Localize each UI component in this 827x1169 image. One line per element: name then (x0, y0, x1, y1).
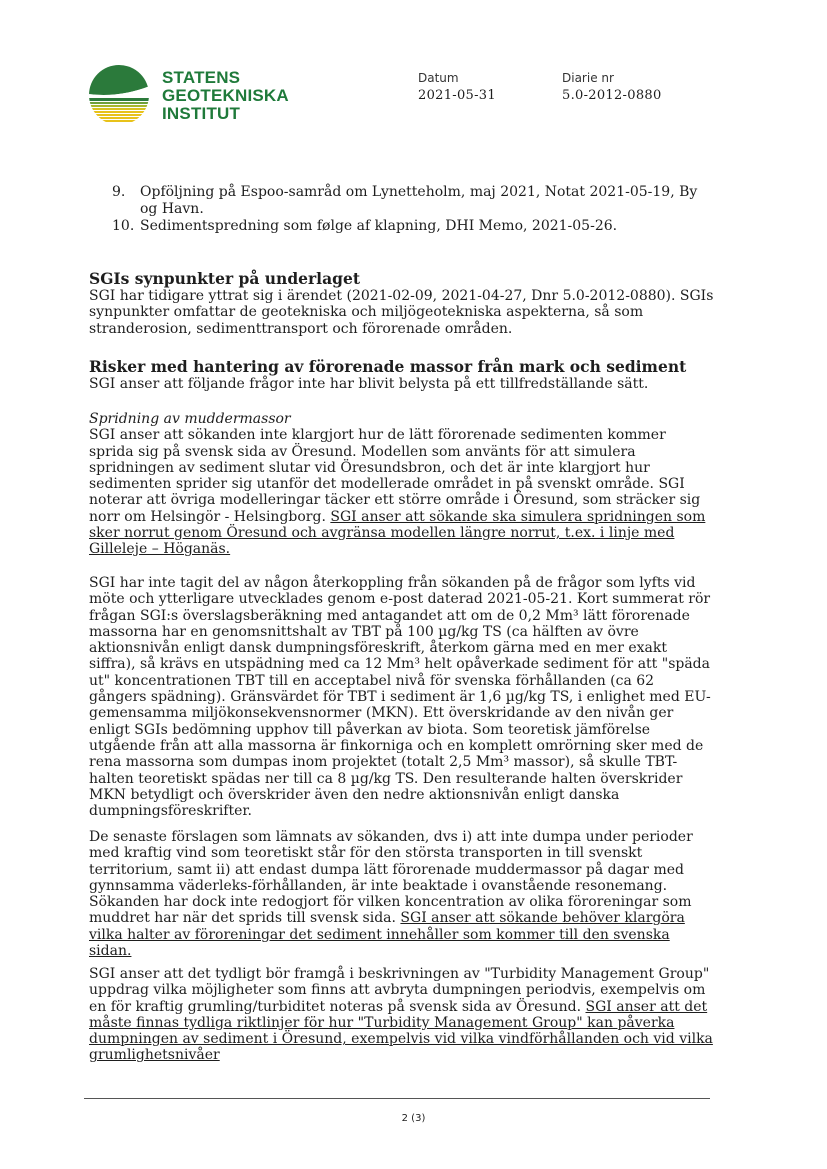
reference-list (112, 184, 712, 235)
page-number: 2 (3) (401, 1113, 426, 1124)
date-value: 2021-05-31 (418, 88, 496, 103)
paragraph (89, 427, 714, 557)
sgi-logo-icon (88, 64, 150, 126)
underlined-requirement: SGI anser att det måste finnas tydliga riktlinjer för hur "Turbidity Management Group" kan påverka dumpningen av sediment i Öresund, exempelvis vid vilka vindförhållanden och vid vilka grumlighetsnivåer (89, 998, 713, 1064)
reference-number: 9. (112, 184, 126, 200)
paragraph: SGI har tidigare yttrat sig i ärendet (2021-02-09, 2021-04-27, Dnr 5.0-2012-0880). SGIs synpunkter omfattar de geotekniska och miljögeotekniska aspekterna, så som stranderosion, sedimenttransport och förorenade områden. (89, 288, 714, 337)
reference-number: 10. (112, 218, 135, 234)
diary-number-block (562, 70, 662, 104)
footer-divider (84, 1098, 710, 1099)
underlined-requirement: SGI anser att sökande ska simulera spridningen som sker norrut genom Öresund och avgränsa modellen längre norrut, t.ex. i linje med Gilleleje – Höganäs. (89, 508, 706, 558)
list-item (112, 184, 712, 218)
paragraph-proposals (89, 829, 714, 959)
org-name-line3: INSTITUT (162, 104, 241, 123)
underlined-requirement: SGI anser att sökande behöver klargöra vilka halter av föroreningar det sediment innehåller som kommer till den svenska sidan. (89, 910, 685, 960)
paragraph-text: De senaste förslagen som lämnats av sökanden, dvs i) att inte dumpa under perioder med kraftig vind som teoretiskt står för den största transporten in till svenskt territorium, samt ii) att endast dumpa lätt förorenade muddermassor på dagar med gynnsamma väderleks-förhållanden, är inte beaktade i ovanstående resonemang. Sökanden har dock inte redogjort för vilken koncentration av olika föroreningar som muddret har när det sprids till svensk sida. (89, 829, 693, 927)
section-spridning (89, 411, 714, 558)
paragraph-text: SGI har inte tagit del av någon återkoppling från sökanden på de frågor som lyfts vid möte och ytterligare utvecklades genom e-post daterad 2021-05-21. Kort summerat rör frågan SGI:s överslagsberäkning med antagandet att om de 0,2 Mm³ lätt förorenade massorna har en genomsnittshalt av TBT på 100 µg/kg TS (ca hälften av övre aktionsnivån enligt dansk dumpningsföreskrift, återkom gärna med en mer exakt siffra), så krävs en utspädning med ca 12 Mm³ helt opåverkade sediment för att "späda ut" koncentrationen TBT till en acceptabel nivå för svenska förhållanden (ca 62 gångers spädning). Gränsvärdet för TBT i sediment är 1,6 µg/kg TS, i enlighet med EU-gemensamma miljökonsekvensnormer (MKN). Ett överskridande av den nivån ger enligt SGIs bedömning upphov till påverkan av biota. Som teoretisk jämförelse utgående från att alla massorna är finkorniga och en komplett omrörning sker med de rena massorna som dumpas inom projektet (totalt 2,5 Mm³ massor), så skulle TBT-halten teoretiskt spädas ner till ca 8 µg/kg TS. Den resulterande halten överskrider MKN betydligt och överskrider även den nedre aktionsnivån enligt danska dumpningsföreskrifter. (89, 575, 711, 820)
subsection-heading: Spridning av muddermassor (89, 411, 291, 427)
date-block (418, 70, 496, 104)
diary-number-value: 5.0-2012-0880 (562, 88, 662, 103)
paragraph-text: SGI anser att det tydligt bör framgå i beskrivningen av "Turbidity Management Group" uppdrag vilka möjligheter som finns att avbryta dumpningen periodvis, exempelvis om en för kraftig grumling/turbiditet noteras på svensk sida av Öresund. (89, 966, 710, 1015)
section-heading: SGIs synpunkter på underlaget (89, 269, 360, 288)
org-name-line1: STATENS (162, 68, 241, 87)
reference-text: Sedimentspredning som følge af klapning, DHI Memo, 2021-05-26. (140, 218, 618, 234)
paragraph-text: SGI anser att sökanden inte klargjort hur de lätt förorenade sedimenten kommer sprida sig på svensk sida av Öresund. Modellen som använts för att simulera spridningen av sediment slutar vid Öresundsbron, och det är inte klargjort hur sedimenten sprider sig utanför det modellerade området in på svenskt område. SGI noterar att övriga modelleringar täcker ett större område i Öresund, som sträcker sig norr om Helsingör - Helsingborg. (89, 427, 701, 525)
org-name (162, 69, 289, 123)
org-name-line2: GEOTEKNISKA (162, 86, 289, 105)
paragraph-turbidity (89, 966, 714, 1064)
list-item (112, 218, 712, 235)
diary-number-label: Diarie nr (562, 71, 614, 85)
paragraph-tbt (89, 575, 714, 819)
section-synpunkter (89, 270, 714, 337)
paragraph: SGI anser att följande frågor inte har blivit belysta på ett tillfredställande sätt. (89, 376, 649, 392)
date-label: Datum (418, 71, 459, 85)
section-heading: Risker med hantering av förorenade massor från mark och sediment (89, 357, 687, 376)
section-risker (89, 358, 714, 392)
reference-text: Opföljning på Espoo-samråd om Lynetteholm, maj 2021, Notat 2021-05-19, By og Havn. (140, 184, 698, 217)
